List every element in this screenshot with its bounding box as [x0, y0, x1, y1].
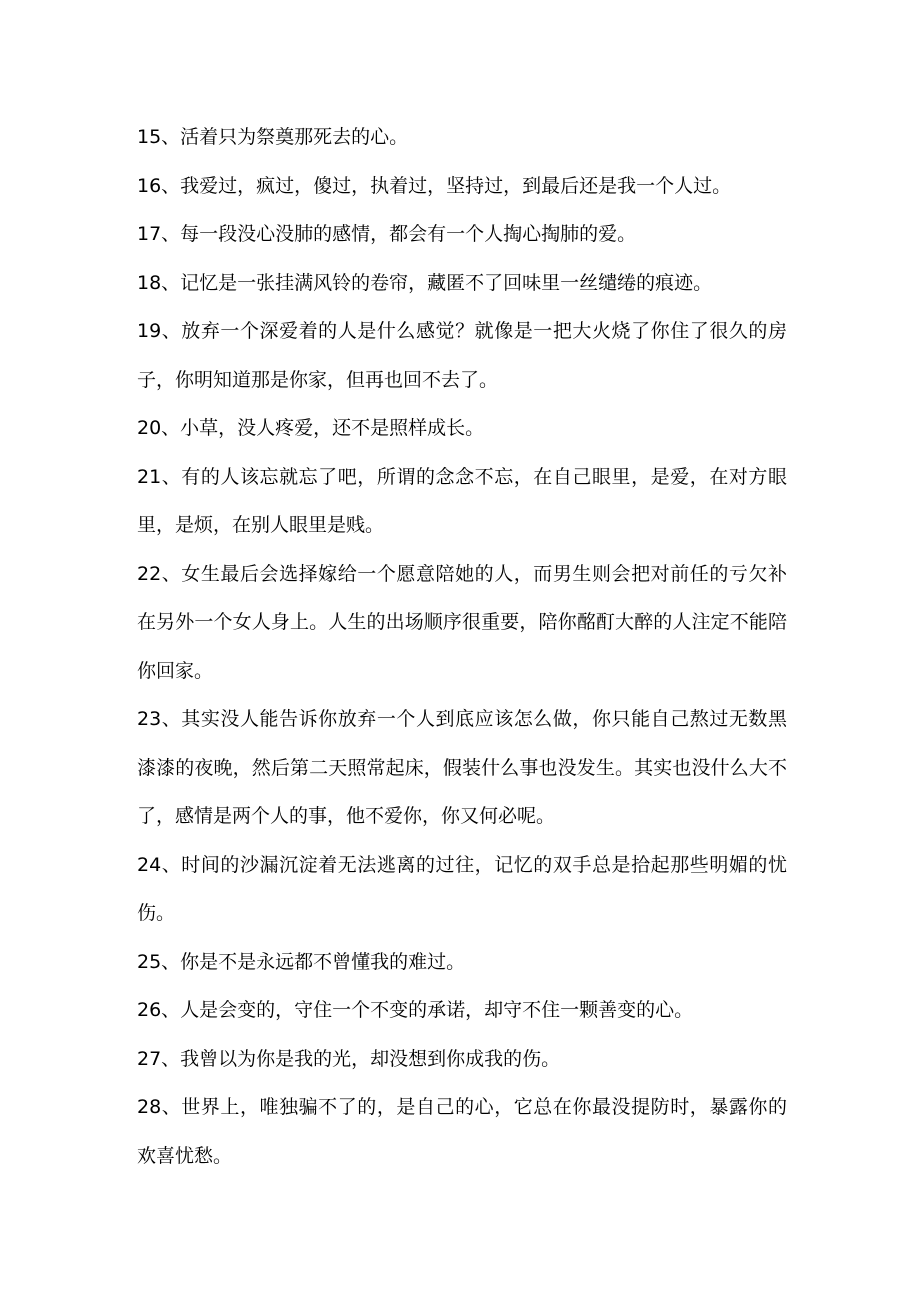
- quote-list: [137, 113, 787, 1180]
- quote-item-21: 21、有的人该忘就忘了吧，所谓的念念不忘，在自己眼里，是爱，在对方眼里，是烦，在别人眼里是贱。: [137, 465, 787, 536]
- quote-item-16: 16、我爱过，疯过，傻过，执着过，坚持过，到最后还是我一个人过。: [137, 174, 732, 197]
- quote-item-27: 27、我曾以为你是我的光，却没想到你成我的伤。: [137, 1047, 561, 1070]
- quote-item-28: 28、世界上，唯独骗不了的，是自己的心，它总在你最没提防时，暴露你的欢喜忧愁。: [137, 1096, 787, 1167]
- quote-item-17: 17、每一段没心没肺的感情，都会有一个人掏心掏肺的爱。: [137, 223, 637, 245]
- quote-item-25: 25、你是不是永远都不曾懂我的难过。: [137, 950, 466, 973]
- quote-item-23: 23、其实没人能告诉你放弃一个人到底应该怎么做，你只能自己熬过无数黑漆漆的夜晚，然后第二天照常起床，假装什么事也没发生。其实也没什么大不了，感情是两个人的事，他不爱你，你又何必呢。: [137, 708, 787, 827]
- quote-item-26: 26、人是会变的，守住一个不变的承诺，却守不住一颗善变的心。: [137, 999, 694, 1021]
- quote-item-22: 22、女生最后会选择嫁给一个愿意陪她的人，而男生则会把对前任的亏欠补在另外一个女人身上。人生的出场顺序很重要，陪你酩酊大醉的人注定不能陪你回家。: [137, 562, 787, 682]
- quote-item-20: 20、小草，没人疼爱，还不是照样成长。: [137, 417, 485, 439]
- quote-item-18: 18、记忆是一张挂满风铃的卷帘，藏匿不了回味里一丝缱绻的痕迹。: [137, 271, 713, 294]
- quote-item-24: 24、时间的沙漏沉淀着无法逃离的过往，记忆的双手总是拾起那些明媚的忧伤。: [137, 853, 787, 924]
- quote-item-15: 15、活着只为祭奠那死去的心。: [137, 126, 409, 148]
- quote-item-19: 19、放弃一个深爱着的人是什么感觉？就像是一把大火烧了你住了很久的房子，你明知道那是你家，但再也回不去了。: [137, 320, 787, 391]
